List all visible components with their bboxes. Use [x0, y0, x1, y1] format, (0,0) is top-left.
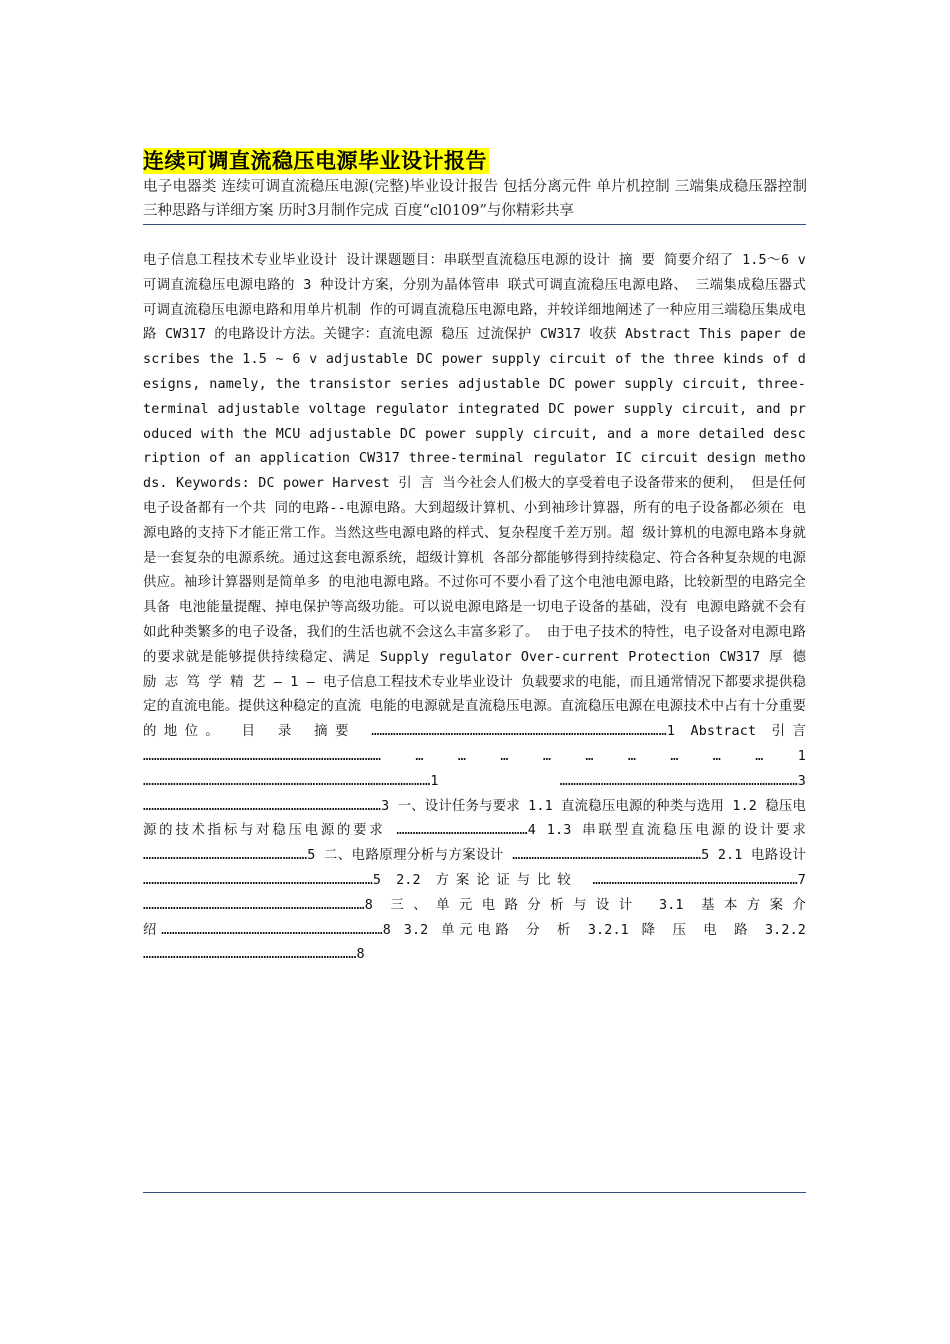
document-subtitle: 电子电器类 连续可调直流稳压电源(完整)毕业设计报告 包括分离元件 单片机控制 三端集成稳压器控制三种思路与详细方案 历时3月制作完成 百度“cl0109”与你精彩共享 — [143, 179, 807, 219]
document-body: 电子信息工程技术专业毕业设计 设计课题题目：串联型直流稳压电源的设计 摘 要 简要介绍了 1.5～6 v 可调直流稳压电源电路的 3 种设计方案，分别为晶体管串 联式可调直流稳压电源电路、 三端集成稳压器式可调直流稳压电源电路和用单片机制 作的可调直流稳压电源电路，并较详细地阐述了一种应用三端稳压集成电路 CW317 的电路设计方法。关键字：直流电源 稳压 过流保护 CW317 收获 Abstract This paper describes the 1.5 ~ 6 v adjustable DC power supply circuit of the three kinds of designs, namely, the transistor series adjustable DC power supply circuit, three-terminal adjustable voltage regulator integrated DC power supply circuit, and produced with the MCU adjustable DC power supply circuit, and a more detailed description of an application CW317 three-terminal regulator IC circuit design methods. Keywords: DC power Harvest 引 言 当今社会人们极大的享受着电子设备带来的便利， 但是任何电子设备都有一个共 同的电路--电源电路。大到超级计算机、小到袖珍计算器，所有的电子设备都必须在 电源电路的支持下才能正常工作。当然这些电源电路的样式、复杂程度千差万别。超 级计算机的电源电路本身就是一套复杂的电源系统。通过这套电源系统，超级计算机 各部分都能够得到持续稳定、符合各种复杂规的电源供应。袖珍计算器则是简单多 的电池电源电路。不过你可不要小看了这个电池电源电路，比较新型的电路完全具备 电池能量提醒、掉电保护等高级功能。可以说电源电路是一切电子设备的基础，没有 电源电路就不会有如此种类繁多的电子设备，我们的生活也就不会这么丰富多彩了。 由于电子技术的特性，电子设备对电源电路的要求就是能够提供持续稳定、满足 Supply regulator Over-current Protection CW317 厚 德 励 志 笃 学 精 艺 — 1 — 电子信息工程技术专业毕业设计 负载要求的电能，而且通常情况下都要求提供稳定的直流电能。提供这种稳定的直流 电能的电源就是直流稳压电源。直流稳压电源在电源技术中占有十分重要的地位。 目 录 摘要 ………………………………………………………………………………………………1 Abstract 引言 …………………………………………………………………………… … … … … … … … … … 1 ……………………………………………………………………………………………1 ……………………………………………………………………………3 ……………………………………………………………………………3 一、设计任务与要求 1.1 直流稳压电源的种类与选用 1.2 稳压电源的技术指标与对稳压电源的要求 …………………………………………4 1.3 串联型直流稳压电源的设计要求 ……………………………………………………5 二、电路原理分析与方案设计 ……………………………………………………………5 2.1 电路设计 …………………………………………………………………………5 2.2 方案论证与比较 …………………………………………………………………7 ………………………………………………………………………8 三、单元电路分析与设计 3.1 基本方案介绍………………………………………………………………………8 3.2 单元电路 分 析 3.2.1 降 压 电 路 3.2.2 ……………………………………………………………………8 — [143, 253, 806, 963]
footer-divider — [143, 1192, 806, 1193]
document-title: 连续可调直流稳压电源毕业设计报告 — [143, 149, 487, 173]
header-divider — [143, 224, 806, 225]
title-block — [143, 148, 489, 174]
